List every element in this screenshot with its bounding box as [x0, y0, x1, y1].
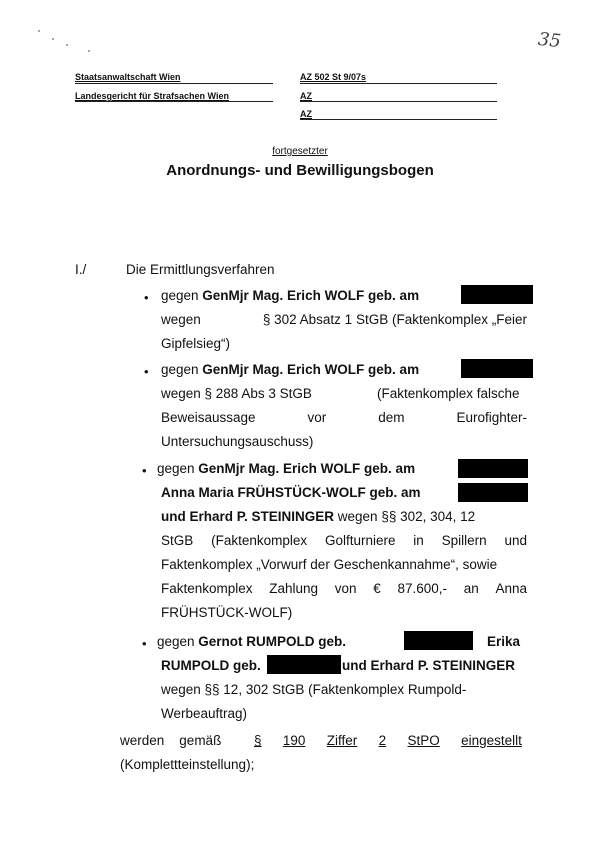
item-1-line-3: Gipfelsieg“) [161, 336, 231, 351]
header-line [75, 83, 273, 84]
header-case-number-2: AZ [300, 91, 312, 101]
item-4-line-2a: RUMPOLD geb. [161, 658, 261, 673]
scan-speck [66, 44, 68, 46]
header-line [300, 119, 497, 120]
item-3-line-5: Faktenkomplex „Vorwurf der Geschenkannahme“, sowie [161, 557, 498, 572]
scan-speck [88, 50, 90, 52]
item-4-line-2b: und Erhard P. STEININGER [342, 658, 516, 673]
header-line [300, 83, 497, 84]
redaction-box [267, 655, 341, 674]
header-case-number: AZ 502 St 9/07s [300, 72, 367, 82]
page-title: Anordnungs- und Bewilligungsbogen [166, 162, 434, 179]
bullet-icon: • [142, 463, 147, 478]
header-court: Landesgericht für Strafsachen Wien [75, 91, 229, 101]
section-intro: Die Ermittlungsverfahren [126, 262, 275, 277]
closing-line-2: (Komplettteinstellung); [120, 757, 255, 772]
redaction-box [461, 285, 533, 304]
header-case-number-3: AZ [300, 109, 312, 119]
scan-speck [38, 30, 40, 32]
closing-legal-reference: § 190 Ziffer 2 StPO eingestellt [254, 733, 522, 748]
item-3-line-7: FRÜHSTÜCK-WOLF) [161, 605, 293, 620]
header-line [300, 101, 497, 102]
bullet-icon: • [142, 636, 147, 651]
item-2-line-1: gegen GenMjr Mag. Erich WOLF geb. am [161, 362, 420, 377]
closing-lead: werden gemäß [120, 733, 222, 748]
item-3-line-3: und Erhard P. STEININGER wegen §§ 302, 304, 12 [161, 509, 476, 524]
item-2-line-4: Untersuchungsauschuss) [161, 434, 314, 449]
subtitle: fortgesetzter [272, 146, 328, 157]
header-line [75, 101, 273, 102]
item-4-line-3: wegen §§ 12, 302 StGB (Faktenkomplex Rumpold- [161, 682, 467, 697]
redaction-box [458, 459, 528, 478]
item-3-line-1: gegen GenMjr Mag. Erich WOLF geb. am [157, 461, 416, 476]
bullet-icon: • [144, 290, 149, 305]
section-number: I./ [75, 262, 87, 277]
item-3-line-4: StGB (Faktenkomplex Golfturniere in Spillern und [161, 533, 527, 548]
page-number-mark: 35 [536, 28, 562, 53]
item-2-line-2b: (Faktenkomplex falsche [377, 386, 520, 401]
item-4-line-4: Werbeauftrag) [161, 706, 248, 721]
item-3-line-6: Faktenkomplex Zahlung von € 87.600,- an Anna [161, 581, 527, 596]
item-2-line-3: Beweisaussage vor dem Eurofighter- [161, 410, 527, 425]
redaction-box [458, 483, 528, 502]
item-3-line-2: Anna Maria FRÜHSTÜCK-WOLF geb. am [161, 485, 421, 500]
header-agency: Staatsanwaltschaft Wien [75, 72, 181, 82]
item-2-line-2a: wegen § 288 Abs 3 StGB [161, 386, 312, 401]
redaction-box [404, 631, 473, 650]
item-1-line-2: wegen § 302 Absatz 1 StGB (Faktenkomplex „Feier [161, 312, 527, 327]
item-4-line-1c: Erika [487, 634, 521, 649]
redaction-box [461, 359, 533, 378]
item-4-line-1a: gegen Gernot RUMPOLD geb. [157, 634, 347, 649]
item-1-line-1: gegen GenMjr Mag. Erich WOLF geb. am [161, 288, 420, 303]
scan-speck [52, 38, 54, 40]
bullet-icon: • [144, 364, 149, 379]
